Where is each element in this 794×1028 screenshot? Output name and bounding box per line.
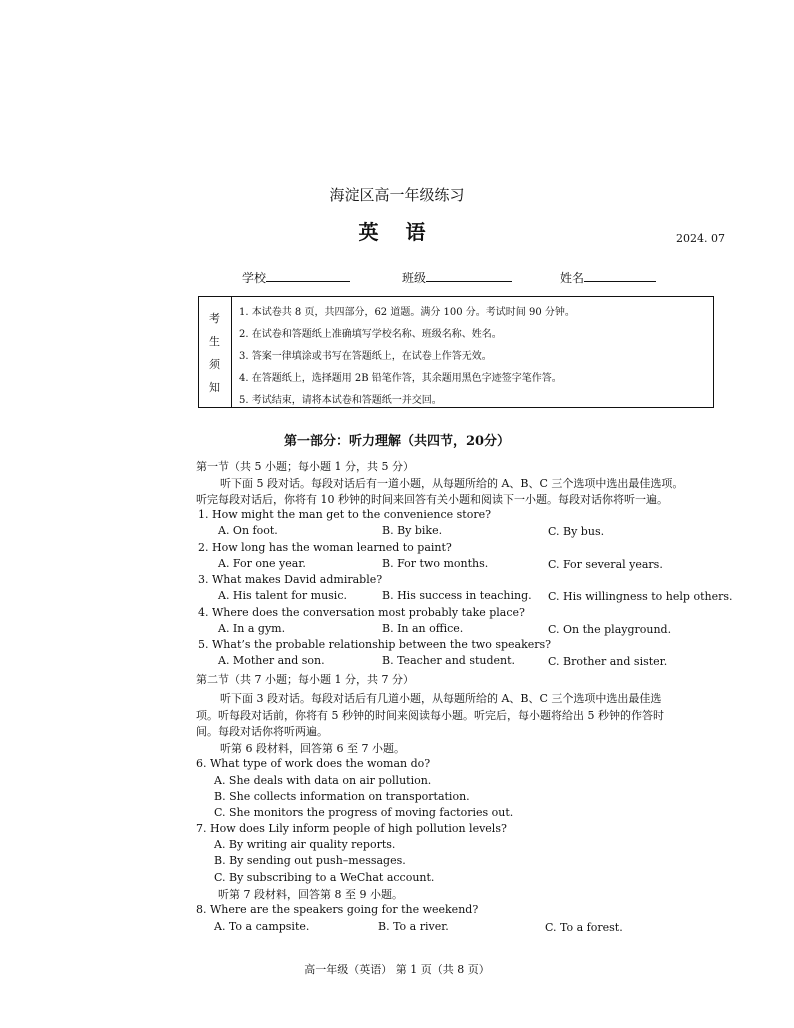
notice-head-char: 须 (209, 358, 220, 371)
section-two-instructions: 项。听每段对话前，你将有 5 秒钟的时间来阅读每小题。听完后，每小题将给出 5 秒钟的作答时 (196, 709, 664, 722)
notice-head-char: 生 (209, 335, 220, 348)
class-blank (426, 269, 512, 282)
option-b: B. By bike. (382, 524, 443, 537)
section-two-instructions: 间。每段对话你将听两遍。 (196, 725, 328, 738)
option-a: A. She deals with data on air pollution. (214, 774, 432, 787)
option-b: B. His success in teaching. (382, 589, 532, 602)
question-stem: 4. Where does the conversation most probably take place? (198, 606, 525, 619)
school-field (242, 269, 350, 286)
exam-title: 海淀区高一年级练习 (329, 186, 465, 204)
option-a: A. His talent for music. (218, 589, 347, 602)
option-b: B. Teacher and student. (382, 654, 516, 667)
option-c: C. Brother and sister. (548, 655, 668, 668)
notice-head-char: 考 (209, 312, 220, 325)
option-a: A. In a gym. (218, 622, 286, 635)
option-a: A. For one year. (218, 557, 306, 570)
page-footer: 高一年级（英语） 第 1 页（共 8 页） (304, 963, 490, 976)
section-two-heading: 第二节（共 7 小题；每小题 1 分，共 7 分） (196, 673, 414, 686)
option-c: C. By bus. (548, 525, 605, 538)
notice-item: 1. 本试卷共 8 页，共四部分，62 道题。满分 100 分。考试时间 90 分钟。 (239, 307, 575, 318)
option-c: C. For several years. (548, 558, 663, 571)
notice-head-char: 知 (209, 381, 220, 394)
class-label: 班级 (402, 271, 427, 285)
option-c: C. By subscribing to a WeChat account. (214, 871, 435, 884)
listen-instruction: 听第 7 段材料，回答第 8 至 9 小题。 (218, 888, 403, 901)
option-b: B. To a river. (378, 920, 449, 933)
option-a: A. To a campsite. (214, 920, 310, 933)
notice-heading (199, 297, 232, 407)
question-stem: 7. How does Lily inform people of high pollution levels? (196, 822, 507, 835)
notice-item: 4. 在答题纸上，选择题用 2B 铅笔作答，其余题用黑色字迹签字笔作答。 (239, 373, 562, 384)
question-stem: 6. What type of work does the woman do? (196, 757, 431, 770)
section-one-heading: 第一节（共 5 小题；每小题 1 分，共 5 分） (196, 460, 414, 473)
option-a: A. On foot. (218, 524, 278, 537)
option-b: B. In an office. (382, 622, 464, 635)
school-blank (266, 269, 350, 282)
question-stem: 1. How might the man get to the convenience store? (198, 508, 492, 521)
question-stem: 3. What makes David admirable? (198, 573, 383, 586)
subject-title: 英 语 (358, 220, 436, 244)
school-label: 学校 (242, 271, 267, 285)
option-c: C. On the playground. (548, 623, 672, 636)
class-field (402, 269, 512, 286)
section-one-instructions: 听下面 5 段对话。每段对话后有一道小题，从每题所给的 A、B、C 三个选项中选出最佳选项。 (220, 477, 684, 490)
part-one-title: 第一部分：听力理解（共四节，20分） (283, 434, 511, 449)
option-b: B. By sending out push–messages. (214, 854, 406, 867)
name-label: 姓名 (560, 271, 585, 285)
option-a: A. By writing air quality reports. (214, 838, 396, 851)
option-c: C. His willingness to help others. (548, 590, 733, 603)
question-stem: 5. What’s the probable relationship between the two speakers? (198, 638, 552, 651)
notice-item: 3. 答案一律填涂或书写在答题纸上，在试卷上作答无效。 (239, 351, 492, 362)
option-b: B. She collects information on transportation. (214, 790, 470, 803)
notice-item: 2. 在试卷和答题纸上准确填写学校名称、班级名称、姓名。 (239, 329, 502, 340)
question-stem: 8. Where are the speakers going for the weekend? (196, 903, 479, 916)
candidate-notice (198, 296, 714, 408)
option-c: C. To a forest. (545, 921, 623, 934)
question-stem: 2. How long has the woman learned to paint? (198, 541, 452, 554)
section-two-instructions: 听下面 3 段对话。每段对话后有几道小题，从每题所给的 A、B、C 三个选项中选出最佳选 (220, 692, 662, 705)
option-b: B. For two months. (382, 557, 489, 570)
section-one-instructions: 听完每段对话后，你将有 10 秒钟的时间来回答有关小题和阅读下一小题。每段对话你将听一遍。 (196, 493, 668, 506)
option-a: A. Mother and son. (218, 654, 325, 667)
notice-item: 5. 考试结束，请将本试卷和答题纸一并交回。 (239, 395, 442, 406)
option-c: C. She monitors the progress of moving factories out. (214, 806, 514, 819)
name-blank (584, 269, 656, 282)
exam-date: 2024. 07 (676, 232, 725, 245)
listen-instruction: 听第 6 段材料，回答第 6 至 7 小题。 (220, 742, 405, 755)
name-field (560, 269, 656, 286)
